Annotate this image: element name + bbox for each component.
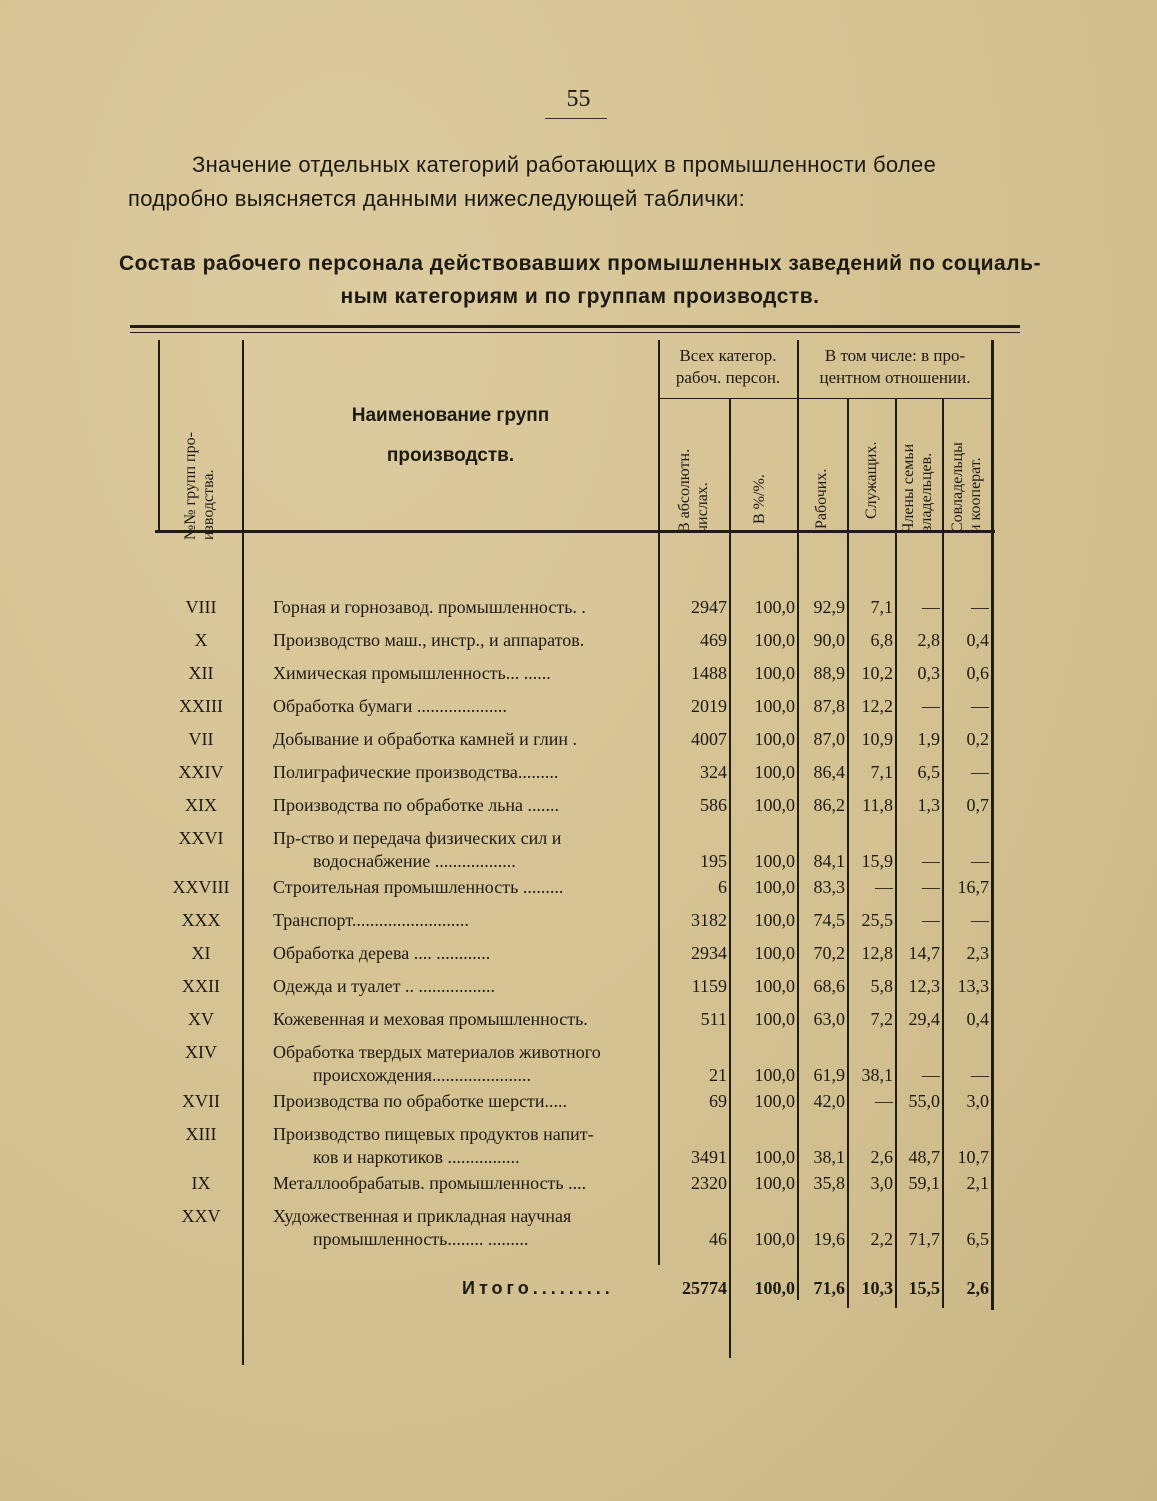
header-all-categories [659, 345, 797, 389]
row-group-number: XIV [185, 1042, 217, 1062]
row-group-name: Производство пищевых продуктов напит- [273, 1124, 594, 1144]
row-abs-value: 511 [700, 1009, 727, 1029]
row-abs-value: 69 [709, 1091, 727, 1111]
row-pct-value: 100,0 [754, 1009, 795, 1029]
row-employees-value: 2,6 [870, 1147, 893, 1167]
header-employees [863, 419, 881, 519]
row-workers-value: 87,8 [813, 696, 845, 716]
row-employees-value: 7,1 [870, 762, 893, 782]
row-group-number: IX [191, 1173, 211, 1193]
row-group-name: Обработка бумаги .................... [273, 696, 507, 716]
row-group-number: XIX [185, 795, 217, 815]
row-group-number: X [194, 630, 208, 650]
row-workers-value: 86,2 [813, 795, 845, 815]
row-group-number: XI [191, 943, 211, 963]
row-family-value: 12,3 [908, 976, 940, 996]
row-workers-value: 90,0 [813, 630, 845, 650]
header-coowners-line-1: Совладельцы [949, 442, 966, 533]
row-family-value: 0,3 [917, 663, 940, 683]
row-family-value: — [922, 851, 940, 871]
row-group-name: Транспорт.......................... [273, 910, 469, 930]
row-group-name: Строительная промышленность ......... [273, 877, 564, 897]
row-pct-value: 100,0 [754, 1147, 795, 1167]
row-abs-value: 3491 [691, 1147, 727, 1167]
header-workers-text: Рабочих. [813, 468, 830, 529]
row-employees-value: 5,8 [870, 976, 893, 996]
row-group-name: Производство маш., инстр., и аппаратов. [273, 630, 585, 650]
header-workers [813, 429, 831, 529]
row-employees-value: 2,2 [870, 1229, 893, 1249]
row-pct-value: 100,0 [754, 943, 795, 963]
row-pct-value: 100,0 [754, 1173, 795, 1193]
row-family-value: 59,1 [908, 1173, 940, 1193]
row-employees-value: 12,8 [861, 943, 893, 963]
header-family-line-2: владельцев. [918, 452, 935, 533]
header-percent-text: В %/%. [751, 474, 768, 524]
row-workers-value: 38,1 [813, 1147, 845, 1167]
row-workers-value: 19,6 [813, 1229, 845, 1249]
header-bottom-rule [155, 530, 995, 533]
row-coowners-value: — [971, 910, 989, 930]
row-group-number: XXII [182, 976, 220, 996]
row-family-value: — [922, 696, 940, 716]
total-coowners-value: 2,6 [966, 1278, 989, 1298]
header-name-line-1: Наименование групп [351, 405, 550, 426]
total-label: Итого......... [462, 1278, 614, 1298]
row-pct-value: 100,0 [754, 729, 795, 749]
row-group-name: ков и наркотиков ................ [313, 1147, 520, 1167]
header-group-no-line-1: №№ групп про- [182, 432, 199, 540]
row-group-name: происхождения...................... [313, 1065, 532, 1085]
row-group-name: Производства по обработке льна ....... [273, 795, 560, 815]
row-workers-value: 86,4 [813, 762, 845, 782]
row-pct-value: 100,0 [754, 910, 795, 930]
header-employees-text: Служащих. [863, 441, 880, 519]
row-coowners-value: — [971, 1065, 989, 1085]
table-title-line-1: Состав рабочего персонала действовавших промышленных заведений по социаль- [119, 252, 1041, 275]
table-top-rule-thin [130, 332, 1020, 333]
header-absolute-line-1: В абсолютн. [676, 448, 693, 533]
row-group-name: Производства по обработке шерсти..... [273, 1091, 568, 1111]
header-percent [751, 424, 769, 524]
row-abs-value: 4007 [691, 729, 727, 749]
row-coowners-value: 0,7 [966, 795, 989, 815]
row-family-value: — [922, 1065, 940, 1085]
col-line [242, 340, 244, 1365]
row-coowners-value: — [971, 762, 989, 782]
row-pct-value: 100,0 [754, 597, 795, 617]
row-family-value: 6,5 [917, 762, 940, 782]
row-workers-value: 87,0 [813, 729, 845, 749]
row-group-number: XXIV [178, 762, 224, 782]
row-workers-value: 63,0 [813, 1009, 845, 1029]
page-number-rule [545, 118, 607, 119]
page-number: 55 [566, 86, 591, 112]
row-group-number: XXV [181, 1206, 221, 1226]
row-employees-value: 15,9 [861, 851, 893, 871]
row-group-name: водоснабжение .................. [313, 851, 516, 871]
row-family-value: 2,8 [917, 630, 940, 650]
row-group-number: XIII [185, 1124, 217, 1144]
row-pct-value: 100,0 [754, 976, 795, 996]
row-employees-value: 12,2 [861, 696, 893, 716]
row-group-name: Химическая промышленность... ...... [273, 663, 551, 683]
row-workers-value: 42,0 [813, 1091, 845, 1111]
header-group-no-line-2: изводства. [200, 469, 217, 540]
row-coowners-value: — [971, 696, 989, 716]
row-pct-value: 100,0 [754, 1091, 795, 1111]
header-family [900, 413, 936, 533]
row-coowners-value: 0,4 [966, 1009, 989, 1029]
row-abs-value: 324 [700, 762, 727, 782]
header-absolute [676, 413, 712, 533]
row-workers-value: 88,9 [813, 663, 845, 683]
header-in-percent-line-2: центном отношении. [819, 368, 971, 387]
row-coowners-value: 3,0 [966, 1091, 989, 1111]
row-group-name: Полиграфические производства......... [273, 762, 559, 782]
row-abs-value: 1159 [691, 976, 727, 996]
row-family-value: 14,7 [908, 943, 940, 963]
row-coowners-value: 13,3 [957, 976, 989, 996]
header-in-percent [799, 345, 991, 389]
row-employees-value: 25,5 [861, 910, 893, 930]
row-coowners-value: 2,3 [966, 943, 989, 963]
row-group-number: XXVI [178, 828, 224, 848]
row-employees-value: 7,1 [870, 597, 893, 617]
row-family-value: — [922, 910, 940, 930]
total-abs-value: 25774 [682, 1278, 727, 1298]
row-workers-value: 61,9 [813, 1065, 845, 1085]
row-abs-value: 469 [700, 630, 727, 650]
col-line [991, 340, 994, 1310]
row-workers-value: 74,5 [813, 910, 845, 930]
row-employees-value: 11,8 [862, 795, 893, 815]
row-workers-value: 70,2 [813, 943, 845, 963]
row-abs-value: 3182 [691, 910, 727, 930]
row-coowners-value: 0,2 [966, 729, 989, 749]
header-all-categories-line-1: Всех категор. [679, 346, 777, 365]
row-group-name: промышленность........ ......... [313, 1229, 529, 1249]
row-employees-value: — [875, 877, 893, 897]
total-workers-value: 71,6 [813, 1278, 845, 1298]
row-family-value: 29,4 [908, 1009, 940, 1029]
row-group-number: XXX [181, 910, 221, 930]
row-abs-value: 195 [700, 851, 727, 871]
row-workers-value: 84,1 [813, 851, 845, 871]
row-pct-value: 100,0 [754, 795, 795, 815]
row-group-name: Одежда и туалет .. ................. [273, 976, 496, 996]
row-coowners-value: 16,7 [957, 877, 989, 897]
row-employees-value: — [875, 1091, 893, 1111]
row-employees-value: 38,1 [861, 1065, 893, 1085]
header-family-line-1: Члены семьи [900, 443, 917, 533]
header-all-categories-line-2: рабоч. персон. [675, 368, 781, 387]
row-employees-value: 3,0 [870, 1173, 893, 1193]
row-group-number: VII [188, 729, 214, 749]
row-abs-value: 586 [700, 795, 727, 815]
intro-line-1: Значение отдельных категорий работающих в промышленности более [192, 152, 937, 177]
row-abs-value: 21 [709, 1065, 727, 1085]
header-in-percent-line-1: В том числе: в про- [824, 346, 966, 365]
row-coowners-value: 0,4 [966, 630, 989, 650]
row-abs-value: 2934 [691, 943, 727, 963]
row-employees-value: 7,2 [870, 1009, 893, 1029]
row-group-name: Горная и горнозавод. промышленность. . [273, 597, 586, 617]
total-pct-value: 100,0 [754, 1278, 795, 1298]
row-family-value: 71,7 [908, 1229, 940, 1249]
row-group-name: Кожевенная и меховая промышленность. [273, 1009, 588, 1029]
row-family-value: 1,3 [917, 795, 940, 815]
row-group-number: XVII [182, 1091, 220, 1111]
row-abs-value: 2019 [691, 696, 727, 716]
header-coowners-line-2: и кооперат. [967, 457, 984, 533]
row-group-number: XXVIII [172, 877, 230, 897]
total-family-value: 15,5 [908, 1278, 940, 1298]
row-family-value: 48,7 [908, 1147, 940, 1167]
header-name [243, 396, 658, 476]
row-group-name: Металлообрабатыв. промышленность .... [273, 1173, 587, 1193]
row-coowners-value: 6,5 [966, 1229, 989, 1249]
table-title-line-2: ным категориям и по группам производств. [340, 285, 820, 308]
header-coowners [949, 413, 985, 533]
row-group-number: XXIII [179, 696, 223, 716]
row-family-value: 55,0 [908, 1091, 940, 1111]
row-coowners-value: 0,6 [966, 663, 989, 683]
allcat-subrule [658, 398, 798, 399]
row-group-name: Художественная и прикладная научная [273, 1206, 572, 1226]
row-workers-value: 68,6 [813, 976, 845, 996]
row-pct-value: 100,0 [754, 1065, 795, 1085]
row-coowners-value: 2,1 [966, 1173, 989, 1193]
header-name-line-2: производств. [386, 445, 515, 466]
row-group-number: XV [188, 1009, 214, 1029]
header-absolute-line-2: числах. [694, 482, 711, 533]
row-pct-value: 100,0 [754, 877, 795, 897]
row-family-value: — [922, 877, 940, 897]
row-abs-value: 46 [709, 1229, 727, 1249]
row-coowners-value: — [971, 597, 989, 617]
row-group-name: Обработка дерева .... ............ [273, 943, 491, 963]
row-coowners-value: 10,7 [957, 1147, 989, 1167]
intro-line-2: подробно выясняется данными нижеследующей таблички: [128, 186, 746, 211]
row-group-name: Добывание и обработка камней и глин . [273, 729, 578, 749]
row-workers-value: 83,3 [813, 877, 845, 897]
row-abs-value: 2947 [691, 597, 727, 617]
row-family-value: 1,9 [917, 729, 940, 749]
row-coowners-value: — [971, 851, 989, 871]
header-group-no [182, 360, 218, 540]
row-group-number: XII [188, 663, 214, 683]
row-workers-value: 35,8 [813, 1173, 845, 1193]
row-pct-value: 100,0 [754, 696, 795, 716]
row-abs-value: 2320 [691, 1173, 727, 1193]
row-family-value: — [922, 597, 940, 617]
col-line [158, 340, 160, 532]
row-group-name: Пр-ство и передача физических сил и [273, 828, 562, 848]
row-employees-value: 10,2 [861, 663, 893, 683]
row-pct-value: 100,0 [754, 663, 795, 683]
row-employees-value: 10,9 [861, 729, 893, 749]
table-top-rule [130, 325, 1020, 328]
row-workers-value: 92,9 [813, 597, 845, 617]
row-group-name: Обработка твердых материалов животного [273, 1042, 601, 1062]
row-abs-value: 1488 [691, 663, 727, 683]
total-employees-value: 10,3 [861, 1278, 893, 1298]
row-employees-value: 6,8 [870, 630, 893, 650]
row-pct-value: 100,0 [754, 630, 795, 650]
row-pct-value: 100,0 [754, 762, 795, 782]
row-abs-value: 6 [718, 877, 727, 897]
row-pct-value: 100,0 [754, 1229, 795, 1249]
row-pct-value: 100,0 [754, 851, 795, 871]
row-group-number: VIII [185, 597, 217, 617]
